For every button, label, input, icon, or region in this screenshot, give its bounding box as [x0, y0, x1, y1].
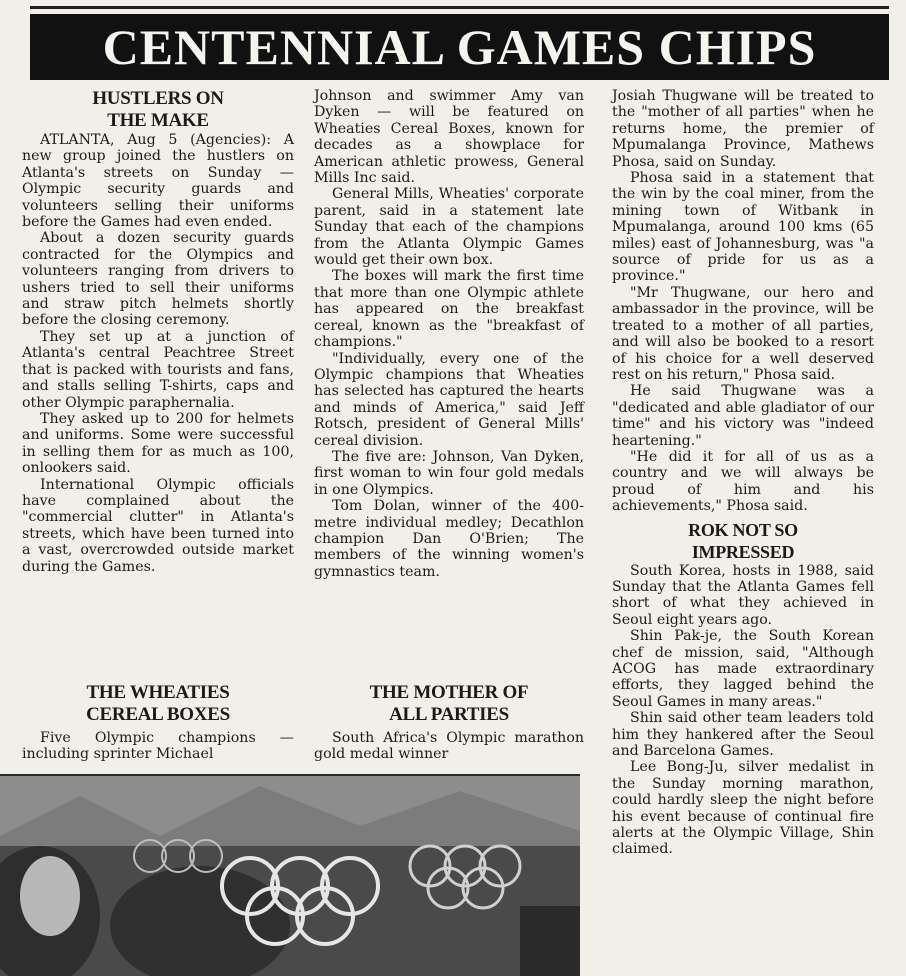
headline-hustlers-line1: HUSTLERS ON — [92, 88, 224, 109]
page-title: CENTENNIAL GAMES CHIPS — [30, 14, 889, 80]
photo-border — [0, 774, 580, 776]
paragraph: International Olympic officials have complained about the "commercial clutter" in Atlanta's streets, which have been turned into a vast, overcrowded outside market during the Games. — [22, 476, 294, 575]
wheaties-lead: Five Olympic champions — including sprinter Michael — [22, 730, 294, 763]
paragraph: Josiah Thugwane will be treated to the "mother of all parties" when he returns home, the premier of Mpumalanga Province, Mathews Phosa, said on Sunday. — [612, 88, 874, 170]
paragraph: They asked up to 200 for helmets and uniforms. Some were successful in selling them for as much as 100, onlookers said. — [22, 410, 294, 477]
headline-mother-line2: ALL PARTIES — [389, 704, 509, 725]
headline-wheaties — [22, 682, 294, 726]
paragraph: He said Thugwane was a "dedicated and able gladiator of our time" and his victory was "indeed heartening." — [612, 383, 874, 449]
paragraph: "Mr Thugwane, our hero and ambassador in the province, will be treated to a mother of all parties, and will also be booked to a resort of his choice for a well deserved rest on his return," Phosa said. — [612, 284, 874, 383]
headline-rok-line1: ROK NOT SO — [688, 519, 798, 540]
headline-hustlers-line2: THE MAKE — [107, 110, 209, 131]
headline-wheaties-line1: THE WHEATIES — [86, 682, 230, 703]
paragraph: Lee Bong-Ju, silver medalist in the Sunday morning marathon, could hardly sleep the night before his event because of continual fire alerts at the Olympic Village, Shin claimed. — [612, 759, 874, 858]
mother-lead: South Africa's Olympic marathon gold medal winner — [314, 730, 584, 763]
olympic-rings-photo — [0, 776, 580, 976]
headline-mother — [314, 682, 584, 726]
paragraph: They set up at a junction of Atlanta's central Peachtree Street that is packed with tourists and fans, and stalls selling T-shirts, caps and other Olympic paraphernalia. — [22, 328, 294, 411]
paragraph: The boxes will mark the first time that more than one Olympic athlete has appeared on the breakfast cereal, known as the "breakfast of champions." — [314, 268, 584, 351]
paragraph: Johnson and swimmer Amy van Dyken — will be featured on Wheaties Cereal Boxes, known for decades as a showplace for American athletic prowess, General Mills Inc said. — [314, 88, 584, 187]
headline-mother-line1: THE MOTHER OF — [369, 682, 529, 703]
paragraph: Shin Pak-je, the South Korean chef de mission, said, "Although ACOG has made extraordinary efforts, they lagged behind the Seoul Games in many areas." — [612, 628, 874, 710]
paragraph: About a dozen security guards contracted for the Olympics and volunteers ranging from drivers to ushers tried to sell their uniforms and straw pitch helmets shortly before the closing ceremony. — [22, 230, 294, 329]
headline-wheaties-line2: CEREAL BOXES — [86, 704, 230, 725]
headline-rok-line2: IMPRESSED — [691, 541, 795, 562]
paragraph: Phosa said in a statement that the win by the coal miner, from the mining town of Witbank in Mpumalanga, around 100 kms (65 miles) east of Johannesburg, was "a source of pride for us as a province." — [612, 170, 874, 285]
article-mother-continued — [612, 88, 874, 858]
paragraph: Tom Dolan, winner of the 400-metre individual medley; Decathlon champion Dan O'Brien; The members of the winning women's gymnastics team. — [314, 498, 584, 580]
paragraph: The five are: Johnson, Van Dyken, first woman to win four gold medals in one Olympics. — [314, 448, 584, 498]
paragraph: "Individually, every one of the Olympic champions that Wheaties has selected has captured the hearts and minds of America," said Jeff Rotsch, president of General Mills' cereal division. — [314, 350, 584, 449]
paragraph: General Mills, Wheaties' corporate parent, said in a statement late Sunday that each of the champions from the Atlanta Olympic Games would get their own box. — [314, 186, 584, 269]
paragraph: South Korea, hosts in 1988, said Sunday that the Atlanta Games fell short of what they achieved in Seoul eight years ago. — [612, 562, 874, 628]
paragraph: ATLANTA, Aug 5 (Agencies): A new group joined the hustlers on Atlanta's streets on Sunday — Olympic security guards and volunteers selling their uniforms before the Games had even ended. — [22, 132, 294, 231]
top-rule — [30, 6, 889, 9]
article-hustlers — [22, 88, 294, 575]
article-wheaties-continued — [314, 88, 584, 580]
paragraph: Shin said other team leaders told him they hankered after the Seoul and Barcelona Games. — [612, 710, 874, 760]
paragraph: "He did it for all of us as a country and we will always be proud of him and his achievements," Phosa said. — [612, 448, 874, 515]
